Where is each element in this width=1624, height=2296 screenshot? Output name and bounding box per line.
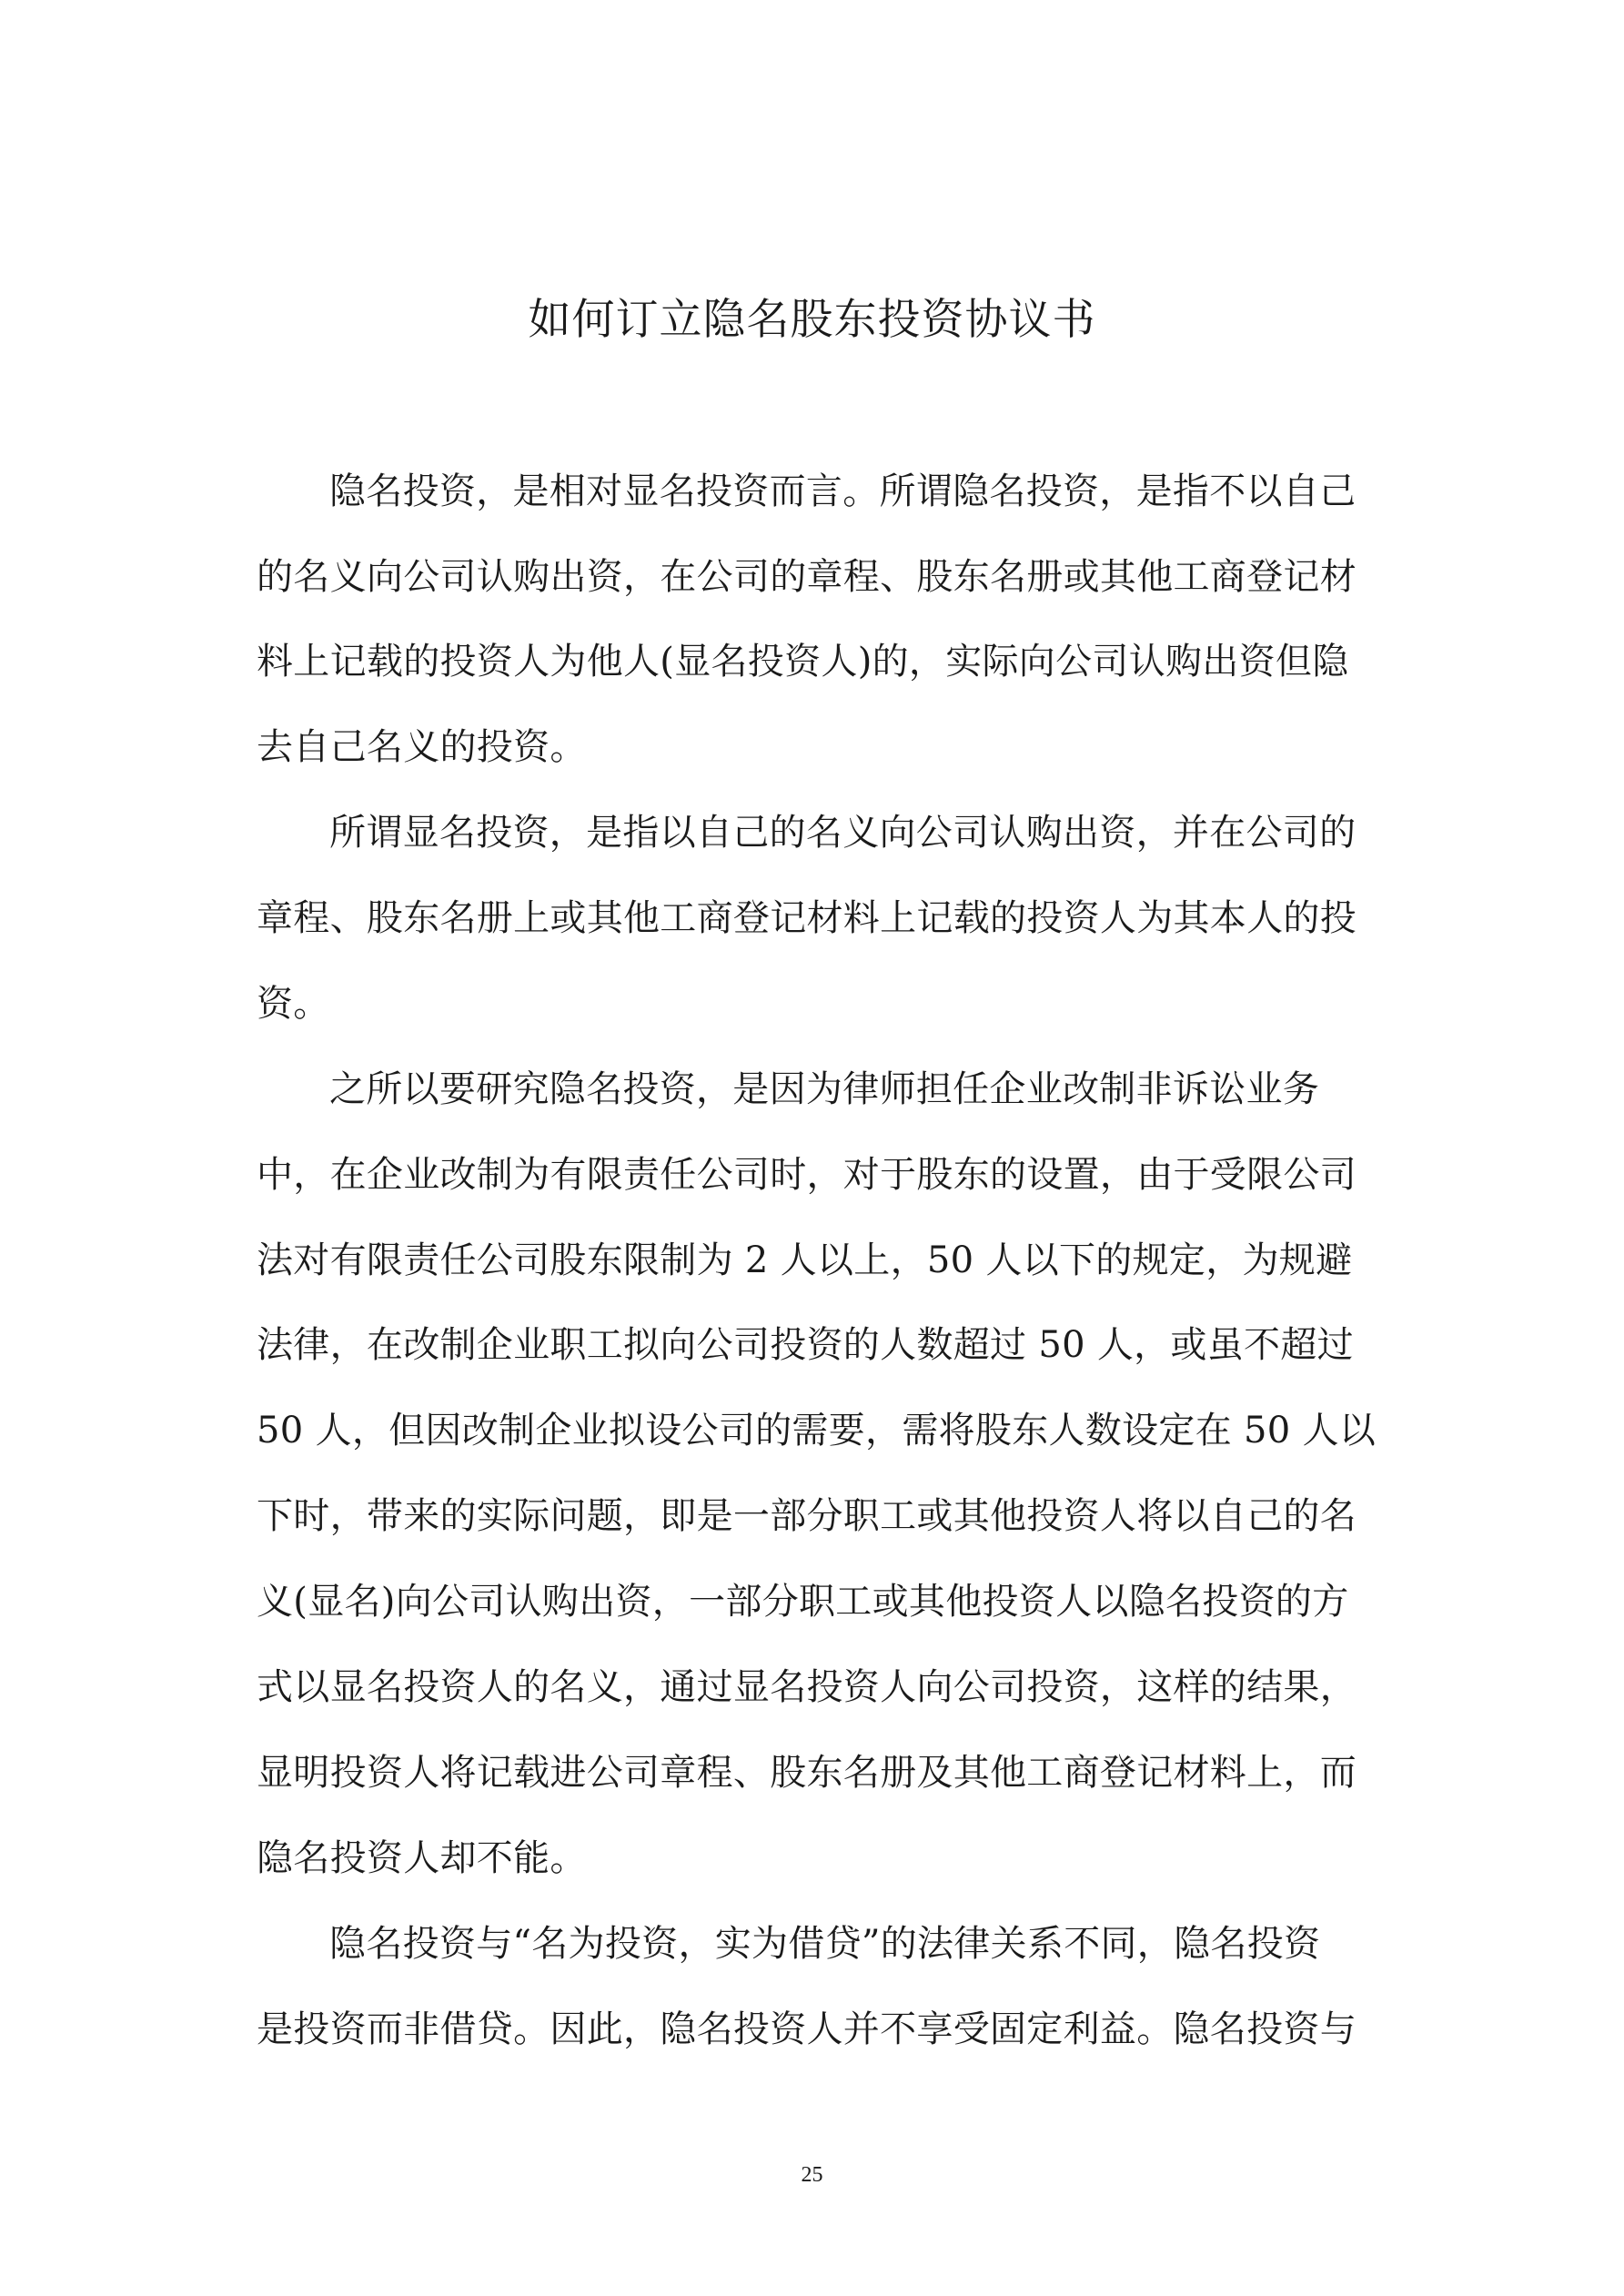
paragraph-2-line-1: 所谓显名投资，是指以自己的名义向公司认购出资，并在公司的	[329, 812, 1357, 854]
paragraph-1-line-1: 隐名投资，是相对显名投资而言。所谓隐名投资，是指不以自己	[329, 470, 1357, 512]
paragraph-3-line-7: 义(显名)向公司认购出资，一部分职工或其他投资人以隐名投资的方	[257, 1581, 1349, 1623]
paragraph-3-line-6: 下时，带来的实际问题，即是一部分职工或其他投资人将以自己的名	[257, 1495, 1357, 1537]
paragraph-2-line-3: 资。	[257, 983, 330, 1025]
paragraph-3-line-1: 之所以要研究隐名投资，是因为律师担任企业改制非诉讼业务	[329, 1068, 1320, 1110]
paragraph-3-line-9: 显明投资人将记载进公司章程、股东名册及其他工商登记材料上，而	[257, 1752, 1357, 1794]
page-number: 25	[801, 2163, 823, 2187]
paragraph-4-line-1: 隐名投资与“名为投资，实为借贷”的法律关系不同，隐名投资	[329, 1923, 1321, 1965]
paragraph-3-line-5: 50 人，但因改制企业拟设公司的需要，需将股东人数设定在 50 人以	[257, 1410, 1377, 1451]
paragraph-3-line-8: 式以显名投资人的名义，通过显名投资人向公司投资，这样的结果，	[257, 1666, 1357, 1708]
paragraph-2-line-2: 章程、股东名册上或其他工商登记材料上记载的投资人为其本人的投	[257, 897, 1357, 939]
paragraph-3-line-4: 法律，在改制企业职工拟向公司投资的人数超过 50 人，或虽不超过	[257, 1324, 1354, 1366]
paragraph-3-line-2: 中，在企业改制为有限责任公司时，对于股东的设置，由于受限公司	[257, 1154, 1357, 1196]
paragraph-4-line-2: 是投资而非借贷。因此，隐名投资人并不享受固定利益。隐名投资与	[257, 2008, 1357, 2050]
paragraph-1-line-4: 去自己名义的投资。	[257, 726, 587, 768]
paragraph-3-line-3: 法对有限责任公司股东限制为 2 人以上，50 人以下的规定，为规避	[257, 1239, 1353, 1281]
document-title: 如何订立隐名股东投资协议书	[528, 295, 1096, 345]
paragraph-3-line-10: 隐名投资人却不能。	[257, 1837, 587, 1879]
paragraph-1-line-3: 料上记载的投资人为他人(显名投资人)的，实际向公司认购出资但隐	[257, 641, 1349, 683]
paragraph-1-line-2: 的名义向公司认购出资，在公司的章程、股东名册或其他工商登记材	[257, 556, 1357, 598]
